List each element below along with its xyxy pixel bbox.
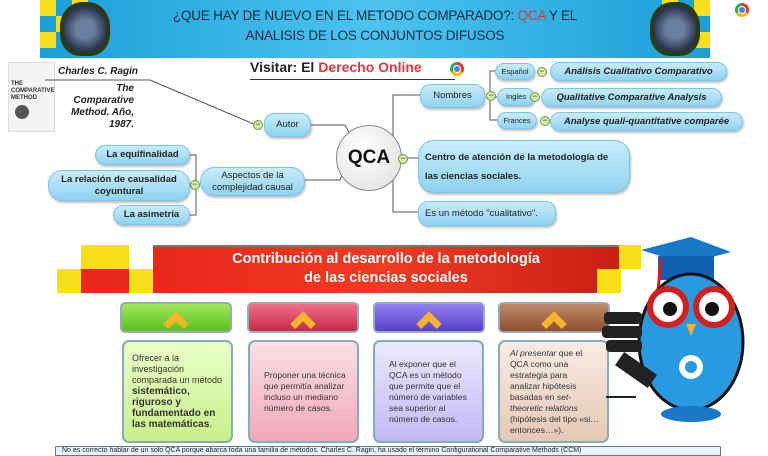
card-text: que el QCA como una estrategia para analizar hipótesis basadas en [510, 347, 583, 402]
card-text: Proponer una técnica que permitía analizar incluso un mediano número de casos. [264, 369, 346, 413]
chevron-up-icon [290, 311, 315, 336]
qca-center-node[interactable] [336, 125, 402, 191]
node-autor[interactable]: Autor [264, 113, 311, 137]
node-centro[interactable]: Centro de atención de la metodología de las ciencias sociales. [418, 140, 630, 193]
banner-title-line2: de las ciencias sociales [304, 270, 468, 286]
collapse-icon[interactable]: − [540, 116, 550, 126]
card-header-4[interactable] [498, 302, 610, 333]
contribution-banner [57, 245, 640, 293]
card-text: . [209, 419, 212, 429]
title-text-2: Y EL [545, 8, 578, 23]
collapse-icon[interactable]: − [398, 154, 408, 164]
node-aspectos[interactable]: Aspectos de la complejidad causal [200, 167, 305, 196]
title-line2: ANALISIS DE LOS CONJUNTOS DIFUSOS [245, 28, 505, 43]
owl-mascot-icon [596, 232, 756, 442]
collapse-icon[interactable]: − [190, 180, 200, 190]
card-text-italic: set-theoretic relations [510, 391, 578, 413]
collapse-icon[interactable]: − [537, 67, 547, 77]
collapse-icon[interactable]: − [253, 120, 263, 130]
card-header-3[interactable] [373, 302, 485, 333]
card-header-1[interactable] [120, 302, 232, 333]
card-text-italic: Al presentar [510, 347, 557, 358]
name-espanol[interactable]: Análisis Cualitativo Comparativo [550, 62, 727, 81]
collapse-icon[interactable]: − [486, 91, 496, 101]
visit-site[interactable]: Derecho Online [318, 59, 422, 75]
chevron-up-icon [163, 311, 188, 336]
footer-note: No es correcto hablar de un solo QCA porque abarca toda una familia de métodos. Charles C. Ragin, ha usado el término Configurational Comparative Methods (CCM) [55, 446, 721, 456]
aspect-causalidad[interactable]: La relación de causalidad coyuntural [48, 170, 190, 201]
card-text: Al exponer que el QCA es un método que permite que el número de variables sea superior al número de casos. [389, 358, 467, 424]
banner-title-line1: Contribución al desarrollo de la metodología [232, 251, 540, 267]
visit-prefix: Visitar: El [250, 59, 319, 75]
title-qca: QCA [517, 8, 546, 23]
card-text-bold: sistemático, riguroso y fundamentado en las matemáticas [132, 386, 216, 430]
node-nombres[interactable]: Nombres [420, 84, 485, 108]
card-body-4 [498, 340, 609, 443]
node-metodo[interactable]: Es un método "cualitativo". [418, 201, 556, 226]
aspect-asimetria[interactable]: La asimetría [113, 205, 190, 225]
book-reference: The Comparative Method. Año, 1987. [71, 83, 134, 130]
card-text: Ofrecer a la investigación comparada un método [132, 353, 223, 385]
title-text: ¿QUE HAY DE NUEVO EN EL METODO COMPARADO?: [172, 8, 518, 23]
collapse-icon[interactable]: − [530, 92, 540, 102]
lang-frances[interactable]: Frances [497, 112, 537, 129]
card-body-3 [373, 340, 484, 443]
card-body-2 [248, 340, 359, 443]
book-cover-title: THE COMPARATIVE METHOD [11, 81, 55, 101]
name-ingles[interactable]: Qualitative Comparative Analysis [541, 88, 722, 107]
lang-ingles[interactable]: Ingles [497, 88, 535, 106]
name-frances[interactable]: Analyse quali-quantitative comparée [550, 112, 743, 131]
chevron-up-icon [541, 311, 566, 336]
chevron-up-icon [416, 311, 441, 336]
card-text: (hipótesis del tipo «si… entonces…»). [510, 413, 599, 435]
book-author: Charles C. Ragin [58, 66, 139, 77]
qca-label: QCA [347, 147, 391, 168]
lang-espanol[interactable]: Español [495, 63, 535, 80]
aspect-equifinalidad[interactable]: La equifinalidad [95, 145, 190, 165]
card-body-1 [122, 340, 233, 443]
card-header-2[interactable] [247, 302, 359, 333]
